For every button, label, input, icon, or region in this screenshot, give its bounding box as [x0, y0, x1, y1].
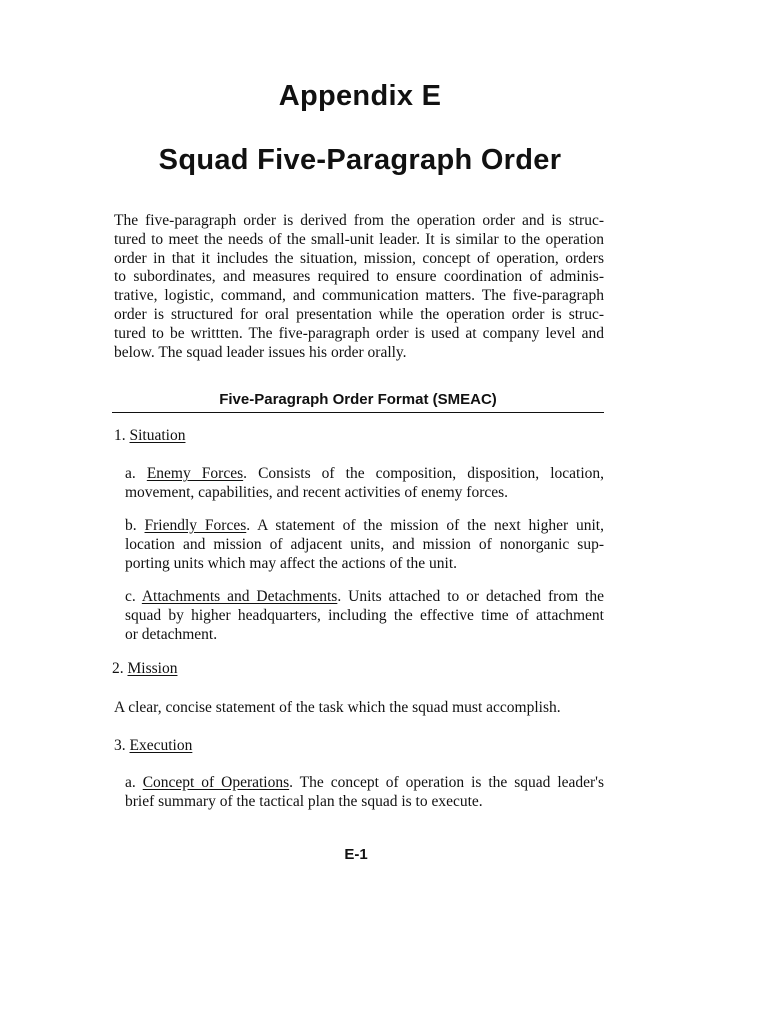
item-mission	[112, 660, 177, 679]
intro-line: below. The squad leader issues his order orally.	[114, 343, 407, 361]
paragraph-line: squad by higher headquarters, including the effective time of attachment	[125, 606, 604, 624]
sub-text: . Units attached to or detached from the	[337, 588, 604, 605]
page-number: E-1	[344, 846, 368, 863]
situation-friendly-forces	[125, 517, 604, 573]
sub-term: Enemy Forces	[146, 465, 244, 482]
sub-text: . Consists of the composition, disposition, location,	[243, 465, 604, 482]
sub-text: . A statement of the mission of the next higher unit,	[246, 517, 604, 534]
item-title: Mission	[127, 660, 178, 677]
item-number: 2.	[112, 660, 124, 677]
situation-enemy-forces	[125, 465, 604, 503]
item-number: 3.	[114, 737, 126, 754]
intro-line: tured to meet the needs of the small-unit leader. It is similar to the operation	[114, 230, 604, 248]
paragraph-line: brief summary of the tactical plan the squad is to execute.	[125, 792, 483, 810]
intro-line: order in that it includes the situation, mission, concept of operation, orders	[114, 249, 604, 267]
paragraph-line	[125, 465, 604, 484]
intro-line: trative, logistic, command, and communication matters. The five-paragraph	[114, 287, 604, 305]
section-heading: Five-Paragraph Order Format (SMEAC)	[219, 391, 497, 408]
heading-rule	[112, 412, 604, 413]
paragraph-line: or detachment.	[125, 625, 218, 643]
sub-letter: b.	[125, 517, 137, 534]
sub-letter: c.	[125, 588, 136, 605]
intro-line: tured to be writtten. The five-paragraph order is used at company level and	[114, 324, 604, 342]
item-number: 1.	[114, 427, 126, 444]
item-situation	[114, 427, 185, 446]
paragraph-line	[125, 588, 604, 607]
paragraph-line: movement, capabilities, and recent activities of enemy forces.	[125, 483, 509, 501]
item-title: Execution	[129, 737, 193, 754]
item-title: Situation	[129, 427, 186, 444]
situation-attachments	[125, 588, 604, 644]
paragraph-line: porting units which may affect the actions of the unit.	[125, 554, 458, 572]
page-title: Squad Five-Paragraph Order	[158, 144, 562, 176]
mission-statement: A clear, concise statement of the task which the squad must accomplish.	[114, 699, 561, 716]
appendix-label: Appendix E	[278, 80, 442, 112]
paragraph-line: location and mission of adjacent units, and mission of nonorganic sup-	[125, 535, 604, 553]
execution-concept-of-operations	[125, 774, 604, 812]
sub-letter: a.	[125, 465, 136, 482]
sub-text: . The concept of operation is the squad leader's	[289, 774, 605, 791]
sub-term: Friendly Forces	[144, 517, 247, 534]
paragraph-line	[125, 774, 604, 793]
sub-term: Concept of Operations	[142, 774, 290, 791]
intro-paragraph	[114, 212, 604, 362]
intro-line: The five-paragraph order is derived from the operation order and is struc-	[114, 212, 604, 229]
paragraph-line	[125, 517, 604, 536]
sub-term: Attachments and Detachments	[141, 588, 338, 605]
intro-line: order is structured for oral presentation while the operation order is struc-	[114, 305, 604, 323]
item-execution	[114, 737, 192, 756]
sub-letter: a.	[125, 774, 136, 791]
intro-line: to subordinates, and measures required to ensure coordination of adminis-	[114, 268, 604, 286]
